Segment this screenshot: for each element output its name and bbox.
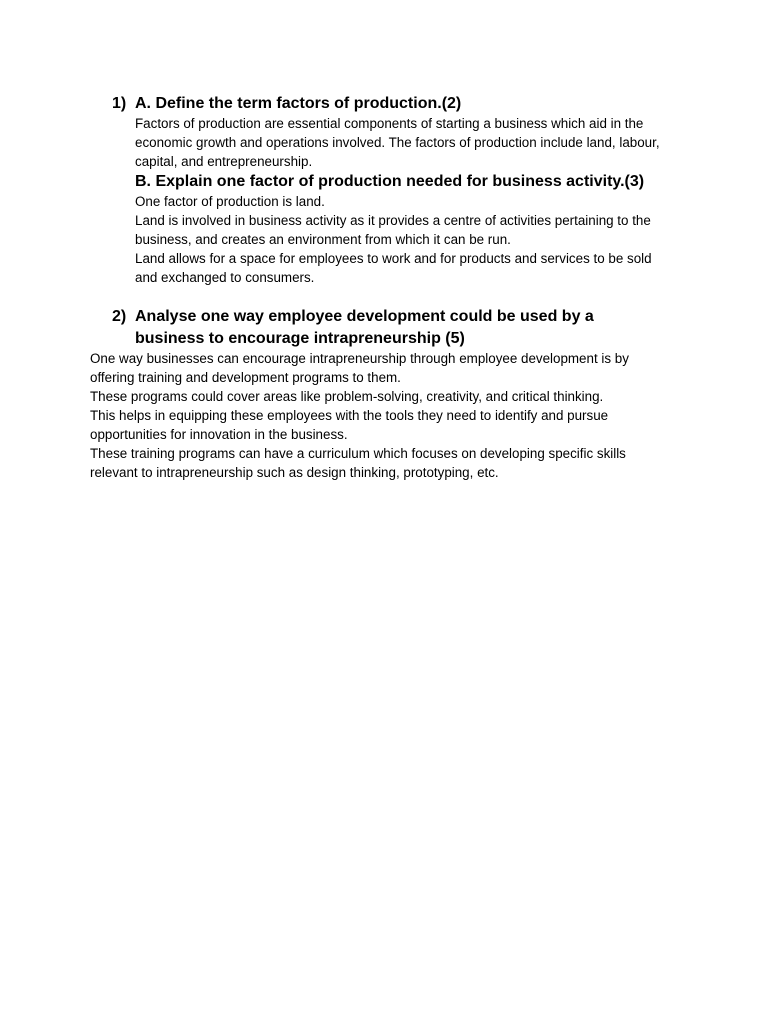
answer-line: These training programs can have a curriculum which focuses on developing specific skills [90, 446, 626, 461]
question-1-number: 1) [112, 95, 127, 112]
question-2-number: 2) [112, 308, 127, 325]
answer-line: Land is involved in business activity as it provides a centre of activities pertaining to the [135, 213, 651, 228]
answer-line: opportunities for innovation in the business. [90, 427, 348, 442]
answer-line: business, and creates an environment from which it can be run. [135, 232, 511, 247]
question-1-part-b-title: B. Explain one factor of production needed for business activity.(3) [135, 173, 645, 190]
answer-line: economic growth and operations involved. The factors of production include land, labour, [135, 135, 660, 150]
answer-line: One way businesses can encourage intrapreneurship through employee development is by [90, 351, 629, 366]
question-2-title-line: Analyse one way employee development could be used by a [135, 308, 594, 325]
answer-line: Land allows for a space for employees to work and for products and services to be sold [135, 251, 652, 266]
question-2-title-line: business to encourage intrapreneurship (5) [135, 330, 465, 347]
answer-line: and exchanged to consumers. [135, 270, 315, 285]
answer-line: These programs could cover areas like problem-solving, creativity, and critical thinking. [90, 389, 604, 404]
answer-line: capital, and entrepreneurship. [135, 154, 313, 169]
answer-line: relevant to intrapreneurship such as design thinking, prototyping, etc. [90, 465, 499, 480]
question-1-part-a-title: A. Define the term factors of production.(2) [135, 95, 462, 112]
answer-line: One factor of production is land. [135, 194, 325, 209]
answer-line: offering training and development programs to them. [90, 370, 401, 385]
answer-line: This helps in equipping these employees with the tools they need to identify and pursue [90, 408, 609, 423]
answer-line: Factors of production are essential components of starting a business which aid in the [135, 116, 644, 131]
